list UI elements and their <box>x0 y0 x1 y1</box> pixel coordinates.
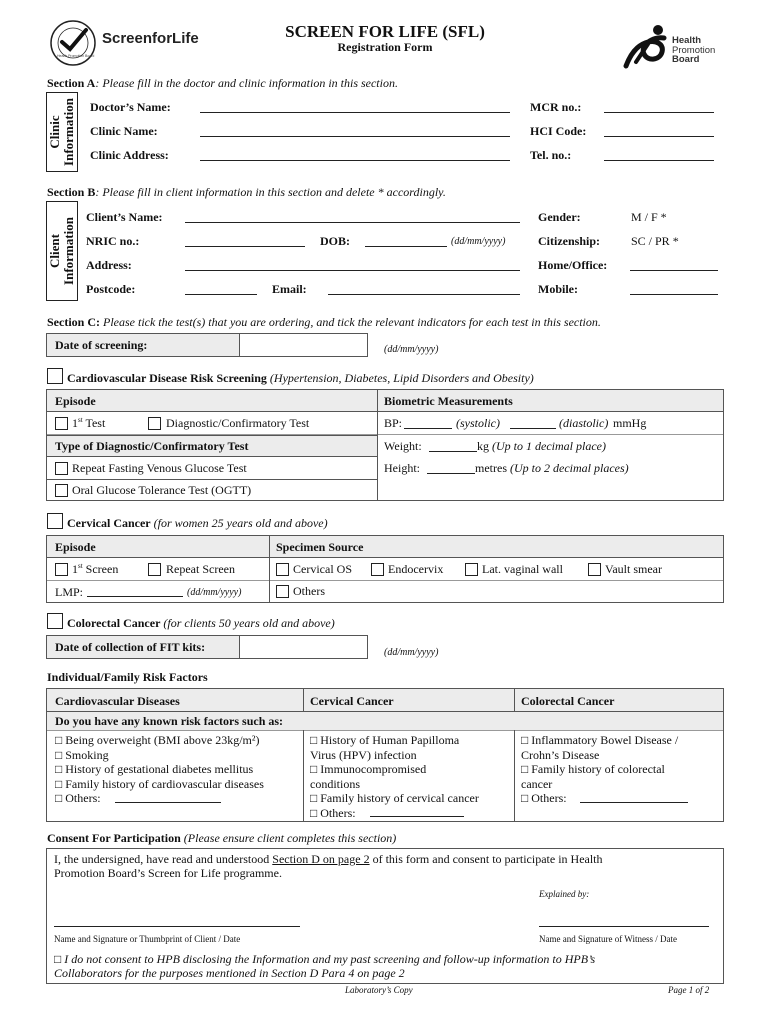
nric-field[interactable] <box>185 246 305 247</box>
specimen-header: Specimen Source <box>276 540 364 554</box>
dob-format: (dd/mm/yyyy) <box>451 236 506 247</box>
hpb-logo-line2: Promotion <box>672 44 716 56</box>
mcr-field[interactable] <box>604 112 714 113</box>
client-signature-line[interactable] <box>54 926 300 927</box>
consent-note: (Please ensure client completes this section) <box>180 831 397 845</box>
section-c-heading <box>47 315 601 330</box>
mcr-label: MCR no.: <box>530 100 582 114</box>
section-b-heading <box>47 185 446 200</box>
logo-ring-text: Health Promotion Board <box>57 54 95 58</box>
endocervix-label: Endocervix <box>388 562 444 576</box>
consent-statement: I, the undersigned, have read and understood Section D on page 2 of this form and consent to participate in Health <box>54 852 603 866</box>
risk-cervical-item[interactable]: □ Family history of cervical cancer <box>310 791 479 805</box>
lat-wall-label: Lat. vaginal wall <box>482 562 563 576</box>
risk-colorectal-others-field[interactable] <box>580 802 688 803</box>
risk-cervical-item[interactable]: □ History of Human Papilloma <box>310 733 460 747</box>
risk-colorectal-item-cont: cancer <box>521 776 553 791</box>
cvd-title: Cardiovascular Disease Risk Screening <box>67 371 267 385</box>
client-name-field[interactable] <box>185 222 520 223</box>
weight-kg-label: kg (Up to 1 decimal place) <box>477 439 606 453</box>
colorectal-heading <box>67 616 335 631</box>
address-field[interactable] <box>185 270 520 271</box>
section-a-sidebar-line2: Information <box>61 98 76 166</box>
height-label: Height: <box>384 461 420 475</box>
tel-label: Tel. no.: <box>530 148 572 162</box>
clinic-address-field[interactable] <box>200 160 510 161</box>
fit-date-table <box>46 635 368 659</box>
risk-col-cervical: Cervical Cancer <box>310 694 394 708</box>
diagnostic-test-label: Diagnostic/Confirmatory Test <box>166 416 310 430</box>
endocervix-checkbox[interactable] <box>371 563 384 576</box>
repeat-screen-checkbox[interactable] <box>148 563 161 576</box>
risk-colorectal-list <box>521 733 678 806</box>
dob-label: DOB: <box>320 234 350 248</box>
height-field[interactable] <box>427 473 475 474</box>
fit-date-input[interactable] <box>240 636 367 658</box>
diastolic-field[interactable] <box>510 428 556 429</box>
repeat-fvg-checkbox[interactable] <box>55 462 68 475</box>
risk-cervical-item[interactable]: □ Immunocompromised <box>310 762 427 776</box>
diagnostic-test-checkbox[interactable] <box>148 417 161 430</box>
no-consent-option[interactable]: □ I do not consent to HPB disclosing the Information and my past screening and follow-up information to HPB’s <box>54 952 596 966</box>
hpb-logo <box>618 22 738 72</box>
first-test-checkbox[interactable] <box>55 417 68 430</box>
date-of-screening-format: (dd/mm/yyyy) <box>384 344 439 355</box>
specimen-others-label: Others <box>293 584 325 598</box>
page-number: Page 1 of 2 <box>668 985 710 995</box>
cervical-checkbox[interactable] <box>47 513 63 529</box>
risk-cervical-list <box>310 733 479 820</box>
section-a-sidebar-line1: Clinic <box>47 115 62 149</box>
postcode-field[interactable] <box>185 294 257 295</box>
hci-label: HCI Code: <box>530 124 587 138</box>
risk-question: Do you have any known risk factors such as: <box>55 714 284 728</box>
dob-field[interactable] <box>365 246 447 247</box>
weight-field[interactable] <box>429 451 477 452</box>
logo-wordmark: ScreenforLife <box>102 30 199 47</box>
nric-label: NRIC no.: <box>86 234 140 248</box>
risk-cvd-item[interactable]: □ Others: <box>55 791 101 805</box>
hpb-logo-line1: Health <box>672 35 702 46</box>
cvd-heading <box>67 371 534 386</box>
cervical-episode-header: Episode <box>55 540 96 554</box>
hpb-logo-line3: Board <box>672 54 700 65</box>
witness-signature-line[interactable] <box>539 926 709 927</box>
form-title: SCREEN FOR LIFE (SFL) <box>285 22 485 41</box>
cervical-os-label: Cervical OS <box>293 562 352 576</box>
colorectal-checkbox[interactable] <box>47 613 63 629</box>
date-of-screening-table <box>46 333 368 357</box>
section-a-sidebar-label <box>48 92 76 172</box>
first-screen-checkbox[interactable] <box>55 563 68 576</box>
risk-cvd-item[interactable]: □ History of gestational diabetes mellitus <box>55 762 254 776</box>
first-screen-label: 1st Screen <box>72 562 119 576</box>
cvd-episode-header: Episode <box>55 394 96 408</box>
cvd-checkbox[interactable] <box>47 368 63 384</box>
cervical-title: Cervical Cancer <box>67 516 151 530</box>
consent-box <box>46 848 724 984</box>
section-b-sidebar-line1: Client <box>47 234 62 268</box>
no-consent-line2: Collaborators for the purposes mentioned in Section D Para 4 on page 2 <box>54 966 405 980</box>
systolic-label: (systolic) <box>456 416 500 430</box>
section-c-label: Section C: <box>47 315 100 329</box>
postcode-label: Postcode: <box>86 282 136 296</box>
mobile-field[interactable] <box>630 294 718 295</box>
ogtt-label: Oral Glucose Tolerance Test (OGTT) <box>72 483 252 497</box>
risk-cervical-item-cont: Virus (HPV) infection <box>310 747 417 762</box>
laboratory-copy-label: Laboratory’s Copy <box>345 985 413 995</box>
explained-by-label: Explained by: <box>539 889 590 899</box>
fit-date-format: (dd/mm/yyyy) <box>384 647 439 658</box>
date-of-screening-label: Date of screening: <box>55 338 148 352</box>
citizenship-label: Citizenship: <box>538 234 601 248</box>
cervical-heading <box>67 516 328 531</box>
cervical-table <box>46 535 724 603</box>
cervical-note: (for women 25 years old and above) <box>150 516 328 530</box>
risk-cvd-item[interactable]: □ Family history of cardiovascular diseases <box>55 776 264 791</box>
consent-title: Consent For Participation <box>47 831 181 845</box>
mmhg-label: mmHg <box>613 416 647 430</box>
diastolic-label: (diastolic) <box>559 416 609 430</box>
colorectal-title: Colorectal Cancer <box>67 616 161 630</box>
type-diag-header: Type of Diagnostic/Confirmatory Test <box>55 439 249 453</box>
section-a-heading <box>47 76 398 91</box>
fit-date-label: Date of collection of FIT kits: <box>55 640 206 654</box>
risk-heading: Individual/Family Risk Factors <box>47 670 208 684</box>
cvd-table <box>46 389 724 501</box>
doctor-name-label: Doctor’s Name: <box>90 100 171 114</box>
specimen-others-checkbox[interactable] <box>276 585 289 598</box>
clinic-address-label: Clinic Address: <box>90 148 169 162</box>
risk-colorectal-item[interactable]: □ Inflammatory Bowel Disease / <box>521 733 679 747</box>
vault-smear-checkbox[interactable] <box>588 563 601 576</box>
lmp-format: (dd/mm/yyyy) <box>187 587 242 598</box>
section-b-label: Section B <box>47 185 96 199</box>
citizenship-value[interactable]: SC / PR * <box>631 234 679 248</box>
form-subtitle: Registration Form <box>337 40 433 54</box>
address-label: Address: <box>86 258 132 272</box>
cvd-note: (Hypertension, Diabetes, Lipid Disorders and Obesity) <box>266 371 534 385</box>
section-b-sidebar-line2: Information <box>61 217 76 285</box>
mobile-label: Mobile: <box>538 282 578 296</box>
height-metres-label: metres (Up to 2 decimal places) <box>475 461 629 475</box>
ogtt-checkbox[interactable] <box>55 484 68 497</box>
section-a-instruction: : Please fill in the doctor and clinic information in this section. <box>95 76 398 90</box>
repeat-fvg-label: Repeat Fasting Venous Glucose Test <box>72 461 247 475</box>
email-label: Email: <box>272 282 307 296</box>
risk-cvd-item[interactable]: □ Smoking <box>55 747 109 762</box>
colorectal-note: (for clients 50 years old and above) <box>160 616 335 630</box>
section-b-sidebar-label <box>48 201 76 301</box>
date-of-screening-input[interactable] <box>240 334 367 356</box>
risk-col-colorectal: Colorectal Cancer <box>521 694 615 708</box>
bp-label: BP: <box>384 416 403 430</box>
lat-wall-checkbox[interactable] <box>465 563 478 576</box>
risk-cervical-others-field[interactable] <box>370 816 464 817</box>
cvd-biometric-header: Biometric Measurements <box>384 394 513 408</box>
client-name-label: Client’s Name: <box>86 210 163 224</box>
doctor-name-field[interactable] <box>200 112 510 113</box>
weight-label: Weight: <box>384 439 422 453</box>
vault-smear-label: Vault smear <box>605 562 662 576</box>
risk-colorectal-item[interactable]: □ Family history of colorectal <box>521 762 665 776</box>
email-field[interactable] <box>328 294 520 295</box>
section-b-instruction: : Please fill in client information in this section and delete * accordingly. <box>95 185 446 199</box>
gender-value[interactable]: M / F * <box>631 210 667 224</box>
section-c-instruction: Please tick the test(s) that you are ordering, and tick the relevant indicators for each test in this section. <box>100 315 601 329</box>
lmp-label: LMP: <box>55 585 84 599</box>
clinic-name-field[interactable] <box>200 136 510 137</box>
home-office-label: Home/Office: <box>538 258 608 272</box>
section-a-label: Section A <box>47 76 96 90</box>
lmp-field[interactable] <box>87 596 183 597</box>
gender-label: Gender: <box>538 210 581 224</box>
risk-cervical-item-cont: conditions <box>310 776 360 791</box>
tel-field[interactable] <box>604 160 714 161</box>
hci-field[interactable] <box>604 136 714 137</box>
risk-table <box>46 688 724 822</box>
risk-col-cvd: Cardiovascular Diseases <box>55 694 180 708</box>
consent-statement-line2: Promotion Board’s Screen for Life programme. <box>54 866 282 880</box>
clinic-name-label: Clinic Name: <box>90 124 158 138</box>
consent-heading <box>47 831 396 846</box>
risk-cervical-item[interactable]: □ Others: <box>310 805 356 820</box>
risk-colorectal-item[interactable]: □ Others: <box>521 791 567 805</box>
section-d-link[interactable]: Section D on page 2 <box>272 852 370 866</box>
witness-signature-label: Name and Signature of Witness / Date <box>539 934 677 944</box>
systolic-field[interactable] <box>404 428 452 429</box>
home-office-field[interactable] <box>630 270 718 271</box>
risk-cvd-list <box>55 733 264 806</box>
risk-cvd-item[interactable]: □ Being overweight (BMI above 23kg/m²) <box>55 733 260 747</box>
risk-colorectal-item-cont: Crohn’s Disease <box>521 747 600 762</box>
client-signature-label: Name and Signature or Thumbprint of Client / Date <box>54 934 241 944</box>
first-test-label: 1st Test <box>72 416 106 430</box>
risk-cvd-others-field[interactable] <box>115 802 221 803</box>
repeat-screen-label: Repeat Screen <box>166 562 235 576</box>
cervical-os-checkbox[interactable] <box>276 563 289 576</box>
